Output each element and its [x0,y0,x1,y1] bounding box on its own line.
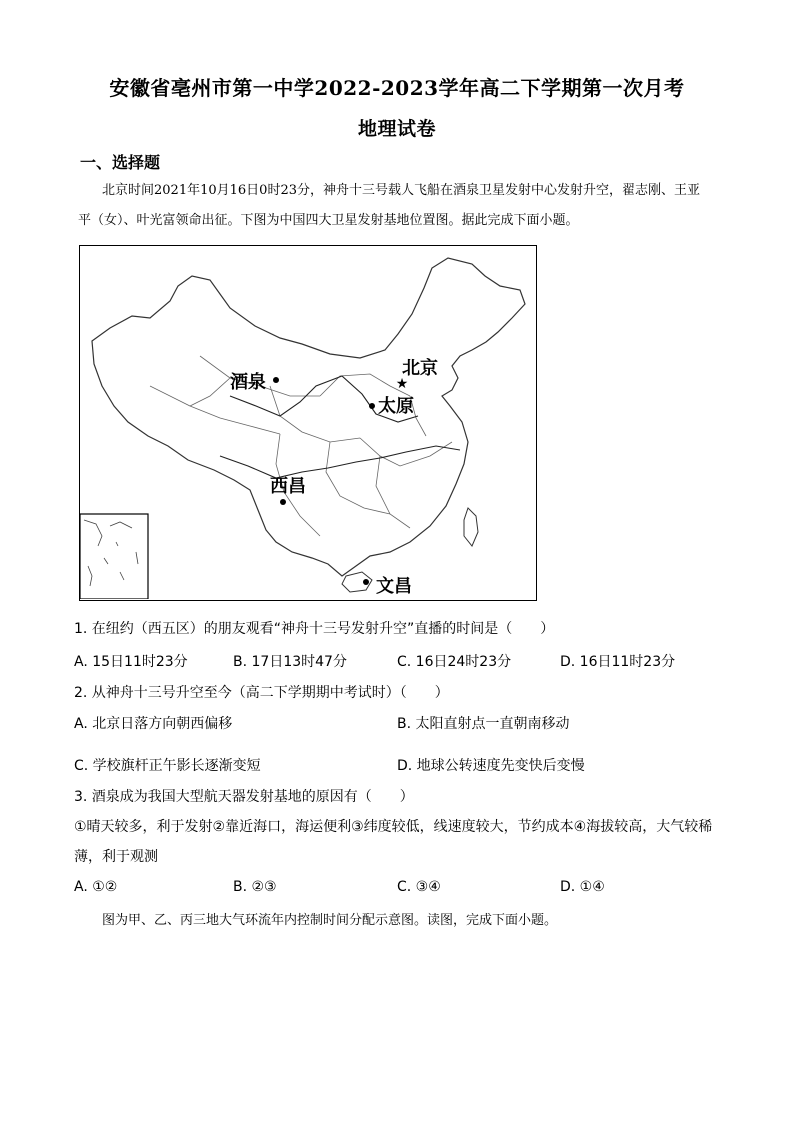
question-1-option-d[interactable]: D. 16日11时23分 [560,654,676,670]
question-1-option-a[interactable]: A. 15日11时23分 [74,654,188,670]
question-2-option-b[interactable]: B. 太阳直射点一直朝南移动 [397,716,570,732]
city-label-beijing: 北京 [402,358,438,379]
exam-subject: 地理试卷 [357,118,436,140]
china-outline [92,258,525,576]
question-3-option-c[interactable]: C. ③④ [397,879,441,895]
beijing-star-icon: ★ [395,376,409,392]
question-1-stem: 1. 在纽约（西五区）的朋友观看“神舟十三号发射升空”直播的时间是（ ） [74,621,555,637]
intro-paragraph-2: 图为甲、乙、丙三地大气环流年内控制时间分配示意图。读图，完成下面小题。 [102,913,558,928]
china-launch-sites-map [79,245,537,601]
question-2-stem: 2. 从神舟十三号升空至今（高二下学期期中考试时）（ ） [74,685,449,701]
question-2-option-c[interactable]: C. 学校旗杆正午影长逐渐变短 [74,758,261,774]
south-china-sea-inset [80,514,148,599]
wenchang-marker [363,579,369,585]
question-1-option-b[interactable]: B. 17日13时47分 [233,654,347,670]
question-2-option-d[interactable]: D. 地球公转速度先变快后变慢 [397,758,585,774]
question-3-option-d[interactable]: D. ①④ [560,879,605,895]
taiwan-island [464,508,478,546]
city-label-wenchang: 文昌 [376,576,412,597]
yangtze-river [220,446,460,478]
city-label-xichang: 西昌 [270,476,306,497]
xichang-marker [280,499,286,505]
question-3-stem: 3. 酒泉成为我国大型航天器发射基地的原因有（ ） [74,789,414,805]
question-3-option-b[interactable]: B. ②③ [233,879,277,895]
exam-title: 安徽省亳州市第一中学2022-2023学年高二下学期第一次月考 [109,76,685,100]
question-1-option-c[interactable]: C. 16日24时23分 [397,654,512,670]
taiyuan-marker [369,403,375,409]
question-2-option-a[interactable]: A. 北京日落方向朝西偏移 [74,716,233,732]
map-drawing [80,246,535,599]
city-label-taiyuan: 太原 [378,396,414,417]
question-3-option-a[interactable]: A. ①② [74,879,118,895]
question-3-detail: ①晴天较多，利于发射②靠近海口，海运便利③纬度较低，线速度较大，节约成本④海拔较高，大气较稀薄，利于观测 [74,819,713,865]
intro-paragraph: 北京时间2021年10月16日0时23分，神舟十三号载人飞船在酒泉卫星发射中心发射升空，翟志刚、王亚平（女）、叶光富领命出征。下图为中国四大卫星发射基地位置图。据此完成下面小题。 [78,183,700,228]
city-label-jiuquan: 酒泉 [230,372,266,393]
jiuquan-marker [273,377,279,383]
section-heading: 一、选择题 [80,153,161,172]
